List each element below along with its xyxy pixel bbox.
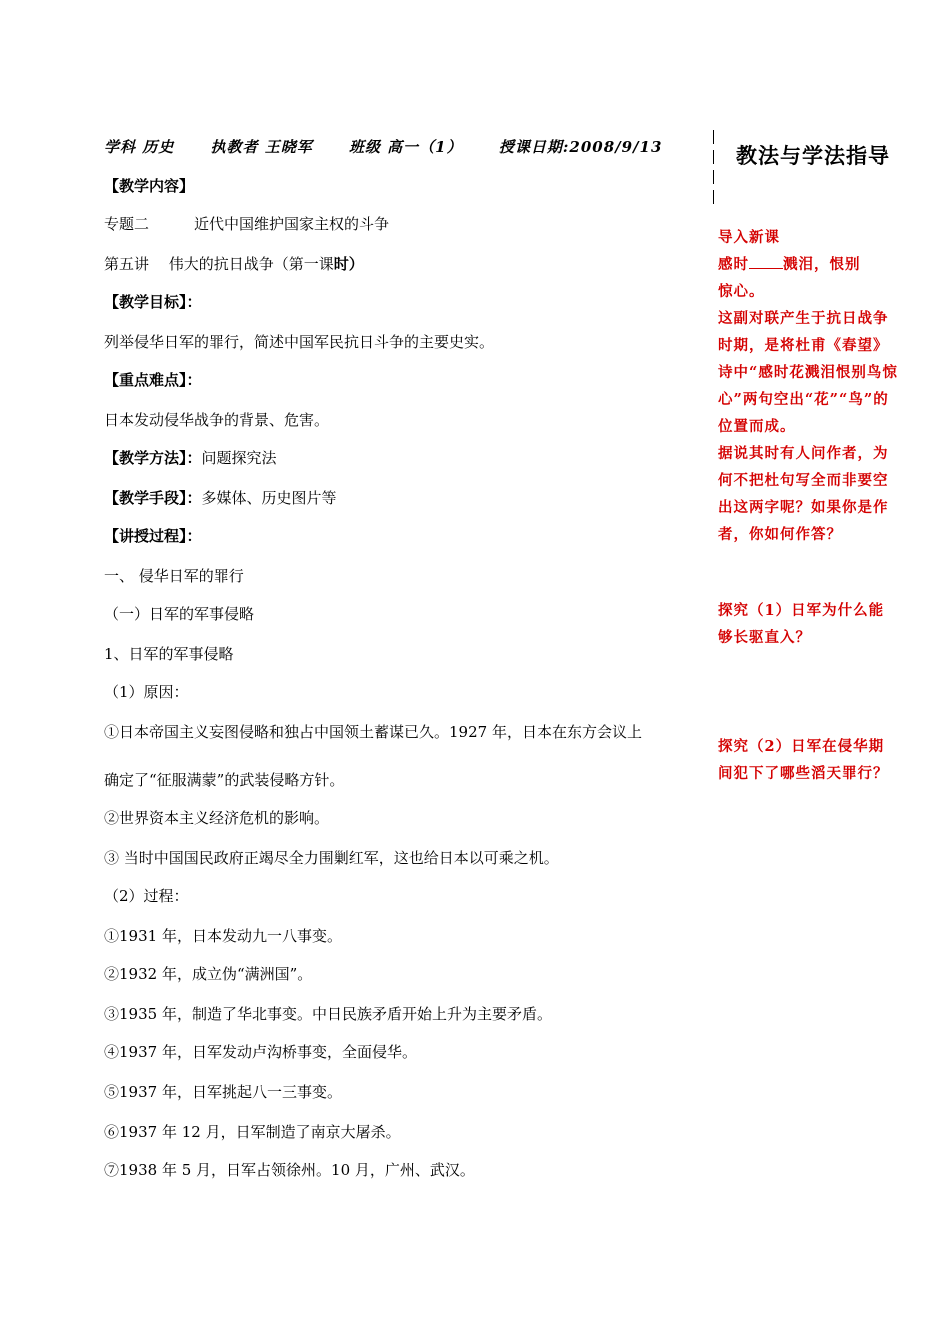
section-7: ②世界资本主义经济危机的影响。 (104, 809, 330, 827)
section-10: ①1931 年，日本发动九一八事变。 (104, 927, 342, 945)
class-label: 班级 高一（1） (348, 138, 463, 156)
section-16: ⑦1938 年 5 月，日军占领徐州。10 月，广州、武汉。 (104, 1161, 475, 1179)
section-4: （1）原因： (104, 683, 189, 701)
method-heading: 【教学方法】： (104, 449, 202, 467)
method-text: 问题探究法 (201, 449, 277, 467)
couplet-part-b: 溅泪，恨别 (783, 256, 861, 273)
goal-heading: 【教学目标】： (104, 293, 202, 311)
sidebar-title: 教法与学法指导 (736, 144, 890, 168)
fill-blank (749, 254, 783, 269)
means-line (104, 488, 337, 508)
intro-heading: 导入新课 (718, 229, 780, 246)
means-heading: 【教学手段】： (104, 489, 202, 507)
topic-line: 专题二 近代中国维护国家主权的斗争 (104, 215, 390, 233)
inquiry-1: 探究（1）日军为什么能够长驱直入？ (718, 602, 885, 646)
subject-label: 学科 历史 (104, 138, 175, 156)
section-3: 1、日军的军事侵略 (104, 645, 234, 663)
date-label: 授课日期:2008/9/13 (498, 138, 663, 156)
sidebar-notes (718, 224, 898, 548)
divider-bar-3 (713, 170, 714, 184)
couplet-question: 据说其时有人问作者，为何不把杜句写全而非要空出这两字呢？如果你是作者，你如何作答？ (718, 445, 889, 543)
process-heading: 【讲授过程】： (104, 527, 202, 545)
section-14: ⑤1937 年，日军挑起八一三事变。 (104, 1083, 342, 1101)
section-6: 确定了“征服满蒙”的武装侵略方针。 (104, 771, 345, 789)
section-9: （2）过程： (104, 887, 189, 905)
section-5: ①日本帝国主义妄图侵略和独占中国领土蓄谋已久。1927 年，日本在东方会议上 (104, 723, 642, 741)
divider-bar-4 (713, 190, 714, 204)
section-13: ④1937 年，日军发动卢沟桥事变，全面侵华。 (104, 1043, 417, 1061)
method-line (104, 448, 277, 468)
key-text: 日本发动侵华战争的背景、危害。 (104, 411, 330, 429)
divider-bar-1 (713, 130, 714, 144)
couplet-explanation: 这副对联产生于抗日战争时期，是将杜甫《春望》诗中“感时花溅泪恨别鸟惊心”两句空出“花”“鸟”的位置而成。 (718, 310, 898, 435)
lesson-plan-main (104, 128, 694, 1179)
goal-text: 列举侵华日军的罪行，简述中国军民抗日斗争的主要史实。 (104, 333, 495, 351)
header-line (104, 136, 694, 157)
inquiry-2: 探究（2）日军在侵华期间犯下了哪些滔天罪行？ (718, 738, 889, 782)
lecture-text-bold: 时） (333, 255, 364, 273)
section-1: 一、 侵华日军的罪行 (104, 567, 244, 585)
section-12: ③1935 年，制造了华北事变。中日民族矛盾开始上升为主要矛盾。 (104, 1005, 552, 1023)
key-heading: 【重点难点】： (104, 371, 202, 389)
section-2: （一）日军的军事侵略 (104, 605, 255, 623)
section-15: ⑥1937 年 12 月，日军制造了南京大屠杀。 (104, 1123, 401, 1141)
divider-bar-2 (713, 150, 714, 164)
couplet-part-a: 感时 (718, 256, 749, 273)
lecture-line (104, 254, 364, 274)
teacher-label: 执教者 王晓军 (210, 138, 313, 156)
couplet-line-1 (718, 251, 898, 278)
section-8: ③ 当时中国国民政府正竭尽全力围剿红军，这也给日本以可乘之机。 (104, 849, 559, 867)
couplet-line-2: 惊心。 (718, 283, 765, 300)
means-text: 多媒体、历史图片等 (201, 489, 337, 507)
lecture-text: 第五讲 伟大的抗日战争（第一课 (104, 255, 334, 273)
section-11: ②1932 年，成立伪“满洲国”。 (104, 965, 313, 983)
content-heading: 【教学内容】 (104, 177, 195, 195)
